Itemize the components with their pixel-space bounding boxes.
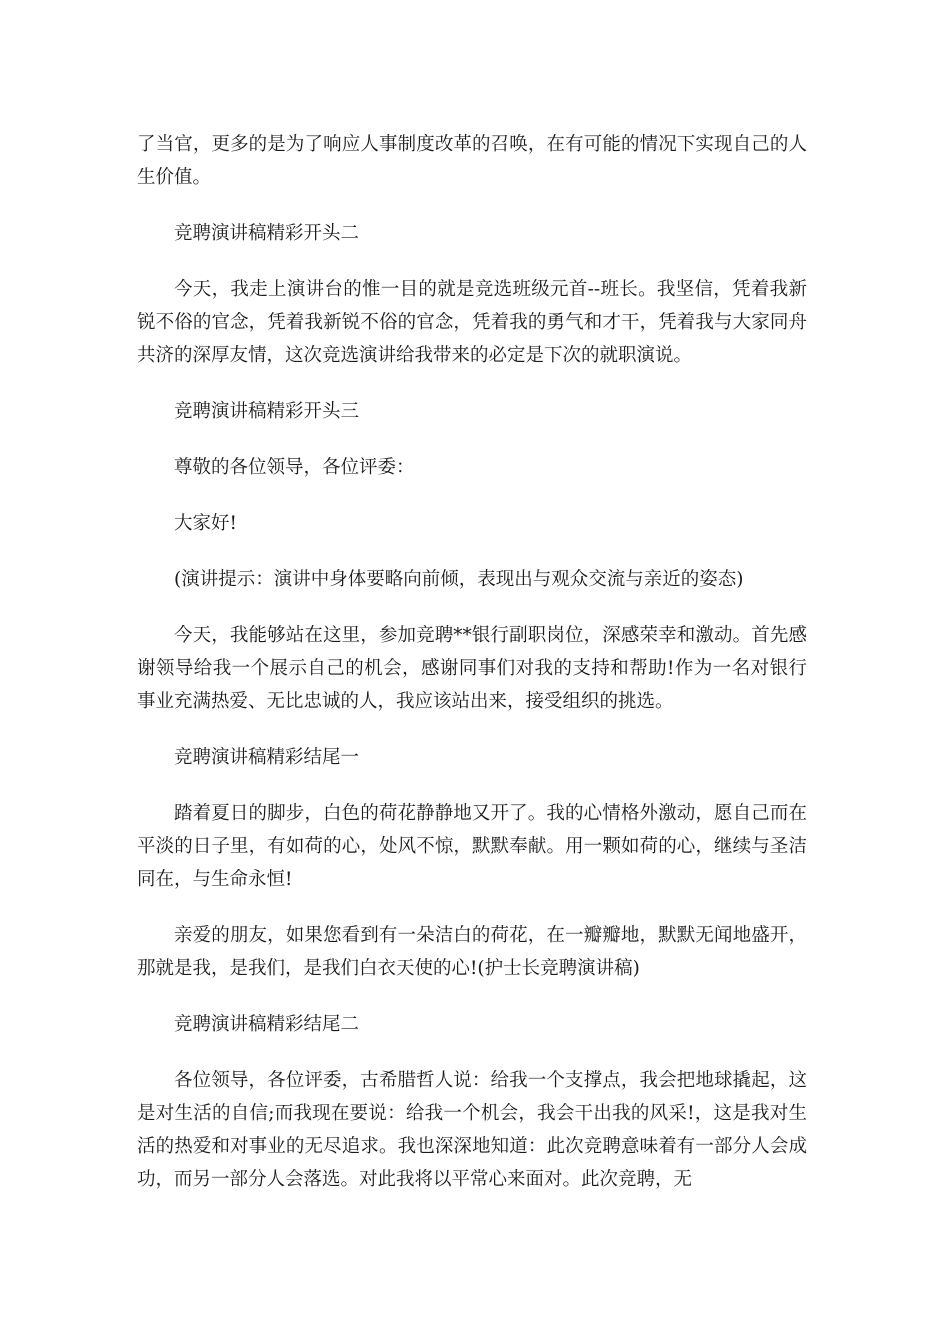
section-heading-ending-one: 竞聘演讲稿精彩结尾一 — [174, 747, 360, 768]
body-paragraph: 踏着夏日的脚步，白色的荷花静静地又开了。我的心情格外激动，愿自己而在平淡的日子里，有如荷的心，处风不惊，默默奉献。用一颗如荷的心，继续与圣洁同在，与生命永恒! — [137, 803, 807, 890]
section-heading-opening-two: 竞聘演讲稿精彩开头二 — [174, 223, 360, 244]
salutation: 尊敬的各位领导，各位评委： — [174, 457, 415, 478]
greeting: 大家好! — [174, 513, 237, 534]
section-heading-ending-two: 竞聘演讲稿精彩结尾二 — [174, 1014, 360, 1035]
body-paragraph: 各位领导，各位评委，古希腊哲人说：给我一个支撑点，我会把地球撬起，这是对生活的自信;而我现在要说：给我一个机会，我会干出我的风采!，这是我对生活的热爱和对事业的无尽追求。我也深深地知道：此次竞聘意味着有一部分人会成功，而另一部分人会落选。对此我将以平常心来面对。此次竞聘，无 — [137, 1070, 807, 1190]
speech-tip: (演讲提示：演讲中身体要略向前倾，表现出与观众交流与亲近的姿态) — [174, 569, 744, 590]
body-paragraph: 今天，我能够站在这里，参加竞聘**银行副职岗位，深感荣幸和激动。首先感谢领导给我一个展示自己的机会，感谢同事们对我的支持和帮助!作为一名对银行事业充满热爱、无比忠诚的人，我应该站出来，接受组织的挑选。 — [137, 625, 807, 712]
body-paragraph: 今天，我走上演讲台的惟一目的就是竞选班级元首--班长。我坚信，凭着我新锐不俗的官念，凭着我新锐不俗的官念，凭着我的勇气和才干，凭着我与大家同舟共济的深厚友情，这次竞选演讲给我带来的必定是下次的就职演说。 — [137, 279, 807, 366]
continuation-paragraph: 了当官，更多的是为了响应人事制度改革的召唤，在有可能的情况下实现自己的人生价值。 — [137, 134, 807, 188]
body-paragraph: 亲爱的朋友，如果您看到有一朵洁白的荷花，在一瓣瓣地，默默无闻地盛开，那就是我，是我们，是我们白衣天使的心!(护士长竞聘演讲稿) — [137, 925, 807, 979]
document-body — [137, 128, 807, 1219]
section-heading-opening-three: 竞聘演讲稿精彩开头三 — [174, 401, 360, 422]
